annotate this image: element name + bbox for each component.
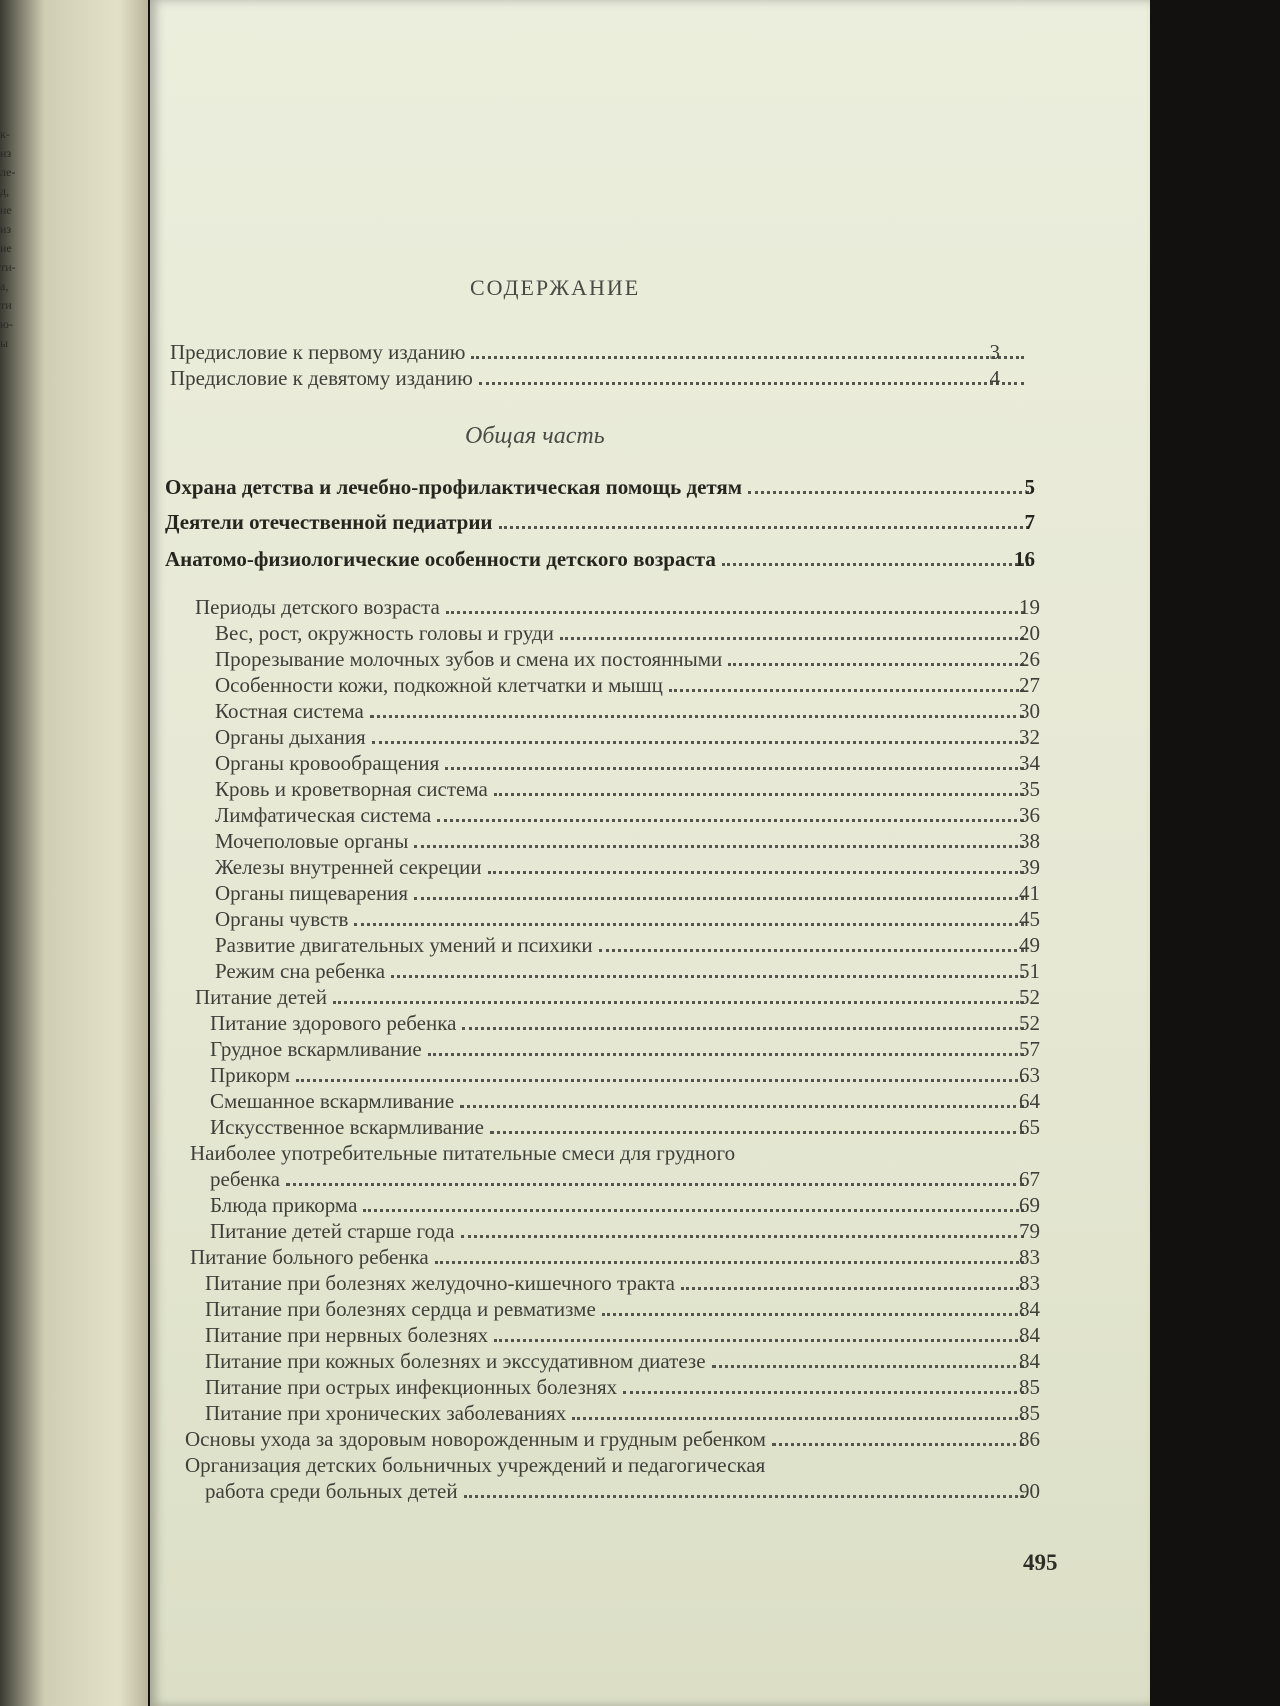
toc-entry	[215, 725, 1040, 751]
leader-dots	[414, 883, 1024, 900]
entry-page: 79	[1019, 1219, 1040, 1243]
toc-entry	[215, 777, 1040, 803]
toc-entry	[195, 985, 1040, 1011]
entry-title: Искусственное вскармливание	[210, 1115, 484, 1139]
entry-page: 36	[1019, 803, 1040, 827]
toc-entry	[190, 1141, 1030, 1167]
toc-entry	[210, 1193, 1040, 1219]
entry-page: 51	[1019, 959, 1040, 983]
leader-dots	[728, 649, 1024, 666]
leader-dots	[772, 1429, 1024, 1446]
leader-dots	[414, 831, 1024, 848]
fragment: а,	[0, 279, 9, 293]
entry-title: Питание здорового ребенка	[210, 1011, 457, 1035]
entry-page: 84	[1019, 1297, 1040, 1321]
toc-entry	[210, 1063, 1040, 1089]
toc-entry	[210, 1219, 1040, 1245]
entry-title: Основы ухода за здоровым новорожденным и грудным ребенком	[185, 1427, 766, 1451]
entry-title: Питание при острых инфекционных болезнях	[205, 1375, 618, 1399]
toc-entry	[215, 959, 1040, 985]
leader-dots	[428, 1039, 1024, 1056]
entry-page: 26	[1019, 647, 1040, 671]
entry-title: Органы кровообращения	[215, 751, 440, 775]
leader-dots	[435, 1247, 1024, 1264]
leader-dots	[296, 1065, 1024, 1082]
entry-page: 35	[1019, 777, 1040, 801]
toc-entry	[205, 1271, 1040, 1297]
entry-page: 63	[1019, 1063, 1040, 1087]
entry-page: 19	[1019, 595, 1040, 619]
entry-title: Предисловие к девятому изданию	[170, 366, 473, 390]
toc-entry	[215, 855, 1040, 881]
entry-title: Прикорм	[210, 1063, 291, 1087]
entry-page: 39	[1019, 855, 1040, 879]
preface-entry	[170, 340, 1030, 366]
entry-title: Деятели отечественной педиатрии	[165, 510, 493, 534]
leader-dots	[712, 1351, 1024, 1368]
entry-page: 52	[1019, 1011, 1040, 1035]
facing-page-text	[0, 125, 20, 353]
fragment: ы	[0, 336, 9, 350]
leader-dots	[460, 1091, 1024, 1108]
toc-entry	[205, 1297, 1040, 1323]
toc-entry	[215, 647, 1040, 673]
preface-entry	[170, 366, 1030, 392]
leader-dots	[363, 1195, 1024, 1212]
entry-page: 57	[1019, 1037, 1040, 1061]
entry-page: 90	[1019, 1479, 1040, 1503]
leader-dots	[437, 805, 1024, 822]
toc-entry	[210, 1037, 1040, 1063]
toc-entry	[210, 1115, 1040, 1141]
toc-entry	[210, 1089, 1040, 1115]
entry-title: Органы дыхания	[215, 725, 366, 749]
entry-title: Питание при хронических заболеваниях	[205, 1401, 567, 1425]
leader-dots	[471, 342, 1024, 359]
entry-page: 86	[1019, 1427, 1040, 1451]
toc-entry	[215, 621, 1040, 647]
fragment: д,	[0, 184, 10, 198]
entry-title: Наиболее употребительные питательные смеси для грудного	[190, 1141, 736, 1165]
leader-dots	[354, 909, 1024, 926]
entry-page: 65	[1019, 1115, 1040, 1139]
entry-page: 84	[1019, 1323, 1040, 1347]
entry-title: работа среди больных детей	[205, 1479, 458, 1503]
toc-entry	[205, 1401, 1040, 1427]
toc-entry	[195, 595, 1040, 621]
leader-dots	[572, 1403, 1024, 1420]
entry-title: Питание детей старше года	[210, 1219, 455, 1243]
entry-page: 83	[1019, 1245, 1040, 1269]
entry-page: 7	[1024, 510, 1035, 534]
entry-title: Анатомо-физиологические особенности детского возраста	[165, 547, 716, 571]
chapter-entry	[165, 475, 1035, 501]
leader-dots	[446, 597, 1024, 614]
fragment: ти-	[0, 260, 16, 274]
toc-entry	[205, 1479, 1040, 1505]
entry-page: 52	[1019, 985, 1040, 1009]
entry-page: 16	[1014, 547, 1035, 571]
entry-title: Питание при кожных болезнях и экссудативном диатезе	[205, 1349, 706, 1373]
page-title: СОДЕРЖАНИЕ	[470, 275, 641, 300]
leader-dots	[464, 1481, 1024, 1498]
leader-dots	[370, 701, 1024, 718]
toc-entry	[205, 1323, 1040, 1349]
chapter-entry	[165, 547, 1035, 573]
leader-dots	[488, 857, 1024, 874]
leader-dots	[333, 987, 1024, 1004]
entry-page: 38	[1019, 829, 1040, 853]
toc-entry	[215, 751, 1040, 777]
contents-page	[150, 0, 1150, 1706]
leader-dots	[494, 779, 1024, 796]
toc-entry	[185, 1427, 1040, 1453]
entry-title: ребенка	[210, 1167, 280, 1191]
toc-entry	[210, 1167, 1040, 1193]
entry-title: Лимфатическая система	[215, 803, 432, 827]
chapter-entry	[165, 510, 1035, 536]
entry-title: Развитие двигательных умений и психики	[215, 933, 593, 957]
section-title: Общая часть	[465, 423, 605, 449]
entry-page: 30	[1019, 699, 1040, 723]
toc-entry	[215, 699, 1040, 725]
leader-dots	[499, 512, 1029, 529]
leader-dots	[391, 961, 1024, 978]
leader-dots	[479, 368, 1024, 385]
entry-page: 83	[1019, 1271, 1040, 1295]
entry-title: Питание при болезнях сердца и ревматизме	[205, 1297, 596, 1321]
leader-dots	[602, 1299, 1024, 1316]
entry-page: 45	[1019, 907, 1040, 931]
entry-title: Органы пищеварения	[215, 881, 409, 905]
fragment: ие	[0, 241, 12, 255]
entry-page: 5	[1024, 475, 1035, 499]
leader-dots	[748, 477, 1029, 494]
entry-page: 3	[989, 340, 1000, 364]
entry-page: 64	[1019, 1089, 1040, 1113]
entry-title: Режим сна ребенка	[215, 959, 386, 983]
leader-dots	[372, 727, 1024, 744]
entry-title: Смешанное вскармливание	[210, 1089, 455, 1113]
toc-entry	[185, 1453, 1030, 1479]
toc-entry	[215, 881, 1040, 907]
entry-title: Питание детей	[195, 985, 327, 1009]
entry-title: Железы внутренней секреции	[215, 855, 482, 879]
fragment: ле-	[0, 165, 16, 179]
leader-dots	[560, 623, 1024, 640]
entry-page: 49	[1019, 933, 1040, 957]
leader-dots	[490, 1117, 1024, 1134]
toc-entry	[205, 1349, 1040, 1375]
leader-dots	[445, 753, 1024, 770]
toc-entry	[190, 1245, 1040, 1271]
entry-title: Питание при болезнях желудочно-кишечного тракта	[205, 1271, 675, 1295]
entry-title: Блюда прикорма	[210, 1193, 358, 1217]
entry-page: 85	[1019, 1375, 1040, 1399]
fragment: ю-	[0, 317, 13, 331]
leader-dots	[461, 1221, 1024, 1238]
toc-entry	[215, 933, 1040, 959]
entry-page: 41	[1019, 881, 1040, 905]
toc-entry	[215, 803, 1040, 829]
page-number: 495	[1023, 1550, 1058, 1575]
entry-page: 34	[1019, 751, 1040, 775]
toc-entry	[215, 829, 1040, 855]
entry-title: Органы чувств	[215, 907, 349, 931]
entry-title: Вес, рост, окружность головы и груди	[215, 621, 554, 645]
entry-page: 67	[1019, 1167, 1040, 1191]
entry-title: Мочеполовые органы	[215, 829, 409, 853]
fragment: не	[0, 203, 12, 217]
entry-title: Кровь и кроветворная система	[215, 777, 488, 801]
entry-page: 4	[989, 366, 1000, 390]
entry-title: Организация детских больничных учреждений и педагогическая	[185, 1453, 766, 1477]
entry-title: Питание больного ребенка	[190, 1245, 429, 1269]
leader-dots	[722, 549, 1029, 566]
entry-title: Питание при нервных болезнях	[205, 1323, 489, 1347]
fragment: из	[0, 222, 12, 236]
leader-dots	[462, 1013, 1024, 1030]
leader-dots	[669, 675, 1024, 692]
leader-dots	[599, 935, 1024, 952]
toc-entry	[215, 907, 1040, 933]
entry-title: Охрана детства и лечебно-профилактическая помощь детям	[165, 475, 743, 499]
entry-page: 20	[1019, 621, 1040, 645]
entry-title: Особенности кожи, подкожной клетчатки и мышц	[215, 673, 663, 697]
entry-page: 27	[1019, 673, 1040, 697]
entry-page: 85	[1019, 1401, 1040, 1425]
entry-page: 69	[1019, 1193, 1040, 1217]
entry-title: Периоды детского возраста	[195, 595, 440, 619]
leader-dots	[494, 1325, 1024, 1342]
entry-title: Грудное вскармливание	[210, 1037, 422, 1061]
toc-entry	[210, 1011, 1040, 1037]
toc-entry	[215, 673, 1040, 699]
leader-dots	[681, 1273, 1024, 1290]
fragment: ти	[0, 298, 12, 312]
entry-title: Костная система	[215, 699, 364, 723]
toc-entry	[205, 1375, 1040, 1401]
fragment: к-	[0, 127, 10, 141]
entry-page: 32	[1019, 725, 1040, 749]
facing-page	[0, 0, 148, 1706]
leader-dots	[286, 1169, 1024, 1186]
entry-title: Прорезывание молочных зубов и смена их постоянными	[215, 647, 723, 671]
entry-page: 84	[1019, 1349, 1040, 1373]
entry-title: Предисловие к первому изданию	[170, 340, 466, 364]
leader-dots	[623, 1377, 1024, 1394]
fragment: из	[0, 146, 12, 160]
